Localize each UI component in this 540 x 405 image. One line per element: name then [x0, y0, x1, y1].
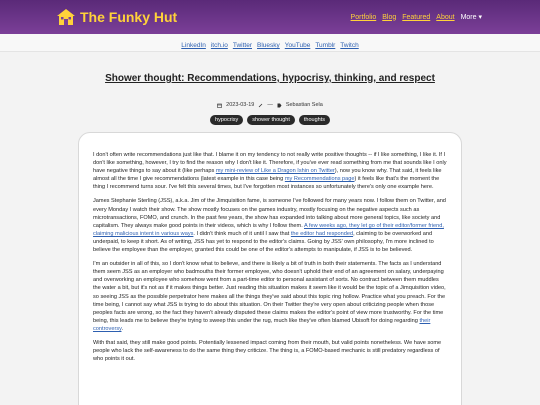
p4-text-1: With that said, they still make good points. Potentially lessened impact coming from their mouth, but valid points nonetheless. We have some people who lack the self-awareness to do the same thing they criticize. The thing is, a FOMO-based mechanic is still predatory regardless of who points it out.: [93, 339, 442, 363]
social-bluesky[interactable]: Bluesky: [257, 42, 280, 49]
paragraph-1: [93, 151, 447, 191]
paragraph-2: [93, 197, 447, 254]
nav-featured[interactable]: Featured: [402, 13, 431, 21]
nav-more-dropdown[interactable]: More ▾: [460, 14, 482, 21]
site-header: [0, 0, 540, 34]
p2-text-1: James Stephanie Sterling (JSS), a.k.a. Jim of the Jimquisition fame, is someone I've followed for many years now. I follow them on Twitter, and every Monday I watch their show. The show mostly focuses on the games industry, mostly focusing on the negative aspects such as microtransactions, FOMO, and crunch. In the past few years, the show has expanded into talking about more general topics, like society and capitalism. They always make good points in their videos, which is why I follow them.: [93, 198, 446, 229]
social-tumblr[interactable]: Tumblr: [315, 42, 336, 49]
tag-thoughts[interactable]: thoughts: [299, 115, 330, 125]
post-meta: [0, 102, 540, 108]
link-mini-review[interactable]: my mini-review of Like a Dragon Ishin on Twitter: [215, 168, 335, 175]
social-youtube[interactable]: YouTube: [284, 42, 311, 49]
link-their-controversy[interactable]: their controversy: [93, 317, 431, 332]
link-editor-let-go[interactable]: A few weeks ago, they let go of their editor/former friend, claiming malicious intent in various ways: [93, 222, 444, 237]
p3-text-2: .: [121, 325, 124, 332]
tag-icon: [277, 103, 282, 108]
social-twitter[interactable]: Twitter: [232, 42, 252, 49]
paragraph-3: [93, 260, 447, 333]
site-logo[interactable]: [56, 8, 177, 26]
tag-shower-thought[interactable]: shower thought: [247, 115, 295, 125]
social-itchio[interactable]: itch.io: [210, 42, 228, 49]
social-twitch[interactable]: Twitch: [340, 42, 359, 49]
p1-text-3: ) it feels like that's the moment the thing I recommend turns sour. I've felt this several times, but I've forgotten most instances so unfortunately there's only one example here.: [93, 176, 440, 191]
calendar-icon: [217, 103, 222, 108]
site-title: The Funky Hut: [80, 9, 178, 25]
post-edit-marker: —: [267, 102, 273, 108]
p1-text-1: I don't often write recommendations just like that. I blame it on my tendency to not really write positive thoughts -- if I like something, I like it. If I don't like something, however, I try to find the reason why I don't like it. Therefore, if you've ever read something from me that sounds like I only have negative things to say about it (like perhaps: [93, 152, 447, 175]
p2-text-2: . I didn't think much of it until I saw that: [193, 230, 291, 237]
paragraph-4: [93, 339, 447, 363]
link-editor-responded[interactable]: the editor had responded: [290, 230, 354, 237]
post-tags: [0, 115, 540, 125]
social-linkedin[interactable]: LinkedIn: [181, 42, 206, 49]
pencil-icon: [258, 103, 263, 108]
post-date: 2023-03-19: [226, 102, 255, 108]
p1-text-2: ), now you know why. That said, it feels like almost all the time I give recommendations (latest example in this case being: [93, 168, 442, 183]
social-links: [0, 34, 540, 52]
tag-hypocrisy[interactable]: hypocrisy: [210, 115, 243, 125]
post-body-card: [78, 132, 462, 405]
link-recommendations-page[interactable]: my Recommendations page: [284, 176, 355, 183]
nav-about[interactable]: About: [436, 13, 455, 21]
main-nav: [351, 13, 482, 21]
p2-text-3: , claiming to be overworked and underpaid, to keep it short. As of writing, JSS has yet to respond to the editor's claims. Going by JSS' own philosophy, I'm more inclined to believe the employee than the employer, granted this could be one of the editor's attempts to manipulate, if JSS is to be believed.: [93, 230, 434, 254]
hut-logo-icon: [56, 8, 76, 26]
nav-blog[interactable]: Blog: [382, 13, 397, 21]
nav-portfolio[interactable]: Portfolio: [350, 13, 377, 21]
post-title: Shower thought: Recommendations, hypocrisy, thinking, and respect: [105, 73, 435, 84]
post-author: Sebastian Sela: [285, 102, 323, 108]
p3-text-1: I'm an outsider in all of this, so I don't know what to believe, and there is likely a bit of truth in both their statements. The facts as I understand them seem JSS as an employer who badmouths their former employee, who doesn't uphold their end of an agreement on salary, underpaying and overworking an employee who somehow went from a part-time editor to personal assistant of sorts. No contract between them muddles the water a bit, but it's not as if it makes things better. Just reading this situation makes it seem like it would be the topic of a Jimquisition video, so seeing JSS as the possible perpetrator here makes all the things they've said about this topic ring hollow. Practice what you preach. For the time being, I cannot say what JSS is trying to do about this situation. On their Twitter they're very open about criticizing people when those peoples facts are wrong, so the fact they haven't already disputed these claims makes the editor's point of view more trustworthy. For the time being, this leads me to believe they're trying to sweep this under the rug, much like they've often blamed Ubisoft for doing regarding: [93, 261, 446, 324]
